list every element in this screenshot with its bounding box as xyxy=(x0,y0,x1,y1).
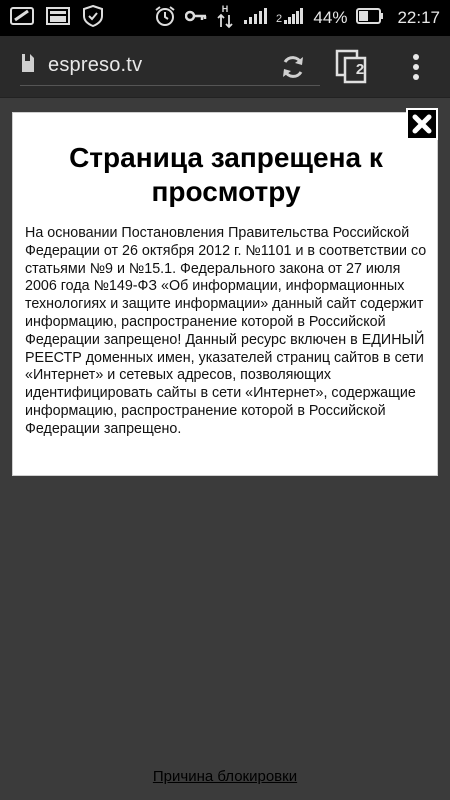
block-reason-link[interactable]: Причина блокировки xyxy=(152,768,298,785)
status-bar-left xyxy=(10,5,104,32)
tabs-button[interactable] xyxy=(334,48,370,86)
alarm-icon xyxy=(154,5,176,32)
battery-icon xyxy=(356,8,384,29)
clock: 22:17 xyxy=(397,8,440,27)
image-icon xyxy=(46,7,70,30)
reload-icon xyxy=(279,53,307,81)
address-bar[interactable] xyxy=(20,46,320,86)
status-bar-right xyxy=(154,3,440,34)
dialog-title: Страница запрещена к просмотру xyxy=(69,142,383,207)
data-transfer-icon xyxy=(216,3,234,34)
key-icon xyxy=(185,9,207,28)
svg-text:2: 2 xyxy=(276,12,283,25)
page-content xyxy=(0,98,450,800)
notification-icon xyxy=(10,7,34,30)
close-button[interactable] xyxy=(406,108,438,140)
page-icon xyxy=(20,53,36,78)
url-text[interactable]: espreso.tv xyxy=(48,54,143,76)
signal-icon xyxy=(243,7,267,30)
battery-percent: 44% xyxy=(313,8,348,27)
signal-icon-2 xyxy=(276,7,304,30)
reload-button[interactable] xyxy=(276,50,310,84)
status-bar xyxy=(0,0,450,36)
overflow-menu-button[interactable] xyxy=(402,48,430,86)
overflow-menu-icon xyxy=(412,53,420,81)
dialog-body-text: На основании Постановления Правительства Российской Федерации от 26 октября 2012 г. №1101 и в соответствии со статьями №9 и №15.1. Федерального закона от 27 июля 2006 года №149-ФЗ «Об информации, информационных технологиях и защите информации» данный сайт содержит информацию, распространение которой в Российской Федерации запрещено! Данный ресурс включен в ЕДИНЫЙ РЕЕСТР доменных имен, указателей страниц сайтов в сети «Интернет» и сетевых адресов, позволяющих идентифицировать сайты в сети «Интернет», содержащие информацию, распространение которой в Российской Федерации запрещено. xyxy=(25,225,427,437)
block-notice-dialog xyxy=(12,112,438,476)
browser-toolbar xyxy=(0,36,450,98)
shield-icon xyxy=(82,5,104,32)
svg-text:H: H xyxy=(222,3,229,14)
tabs-count: 2 xyxy=(355,61,365,78)
close-icon xyxy=(411,113,433,135)
